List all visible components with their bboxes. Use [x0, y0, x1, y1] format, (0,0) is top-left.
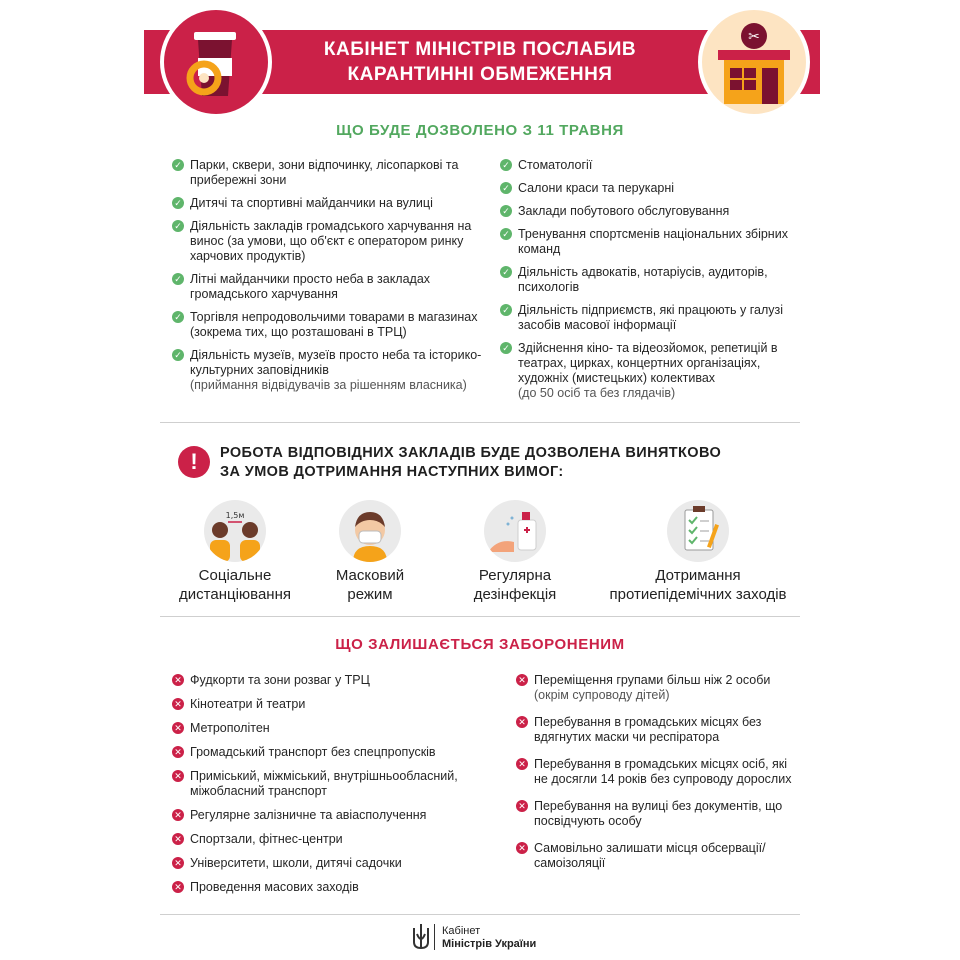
list-item-text: Перебування в громадських місцях без вдягнутих маски чи респіратора: [534, 715, 762, 744]
list-item-text: Тренування спортсменів національних збірних команд: [518, 227, 788, 256]
check-circle-icon: ✓: [500, 228, 512, 240]
measure-mask: [310, 500, 430, 604]
list-item: [516, 757, 796, 787]
allowed-list-right: [500, 158, 796, 401]
check-circle-icon: ✓: [500, 205, 512, 217]
page-title-line2: КАРАНТИННІ ОБМЕЖЕННЯ: [347, 64, 613, 85]
shop-illustration: [698, 6, 810, 118]
check-circle-icon: ✓: [172, 159, 184, 171]
measure-disinfection-line1: Регулярна: [478, 567, 552, 584]
page-title-line1: КАБІНЕТ МІНІСТРІВ ПОСЛАБИВ: [323, 39, 637, 60]
measure-mask-line1: Масковий: [335, 567, 405, 584]
forbidden-list-right: [516, 673, 796, 871]
list-item-text: Університети, школи, дитячі садочки: [190, 856, 402, 870]
list-item: [172, 697, 502, 712]
check-circle-icon: ✓: [500, 182, 512, 194]
list-item: [172, 745, 502, 760]
divider: [160, 616, 800, 617]
measure-epidemic-line2: протиепідемічних заходів: [609, 586, 787, 603]
conditions-heading-line1: РОБОТА ВІДПОВІДНИХ ЗАКЛАДІВ БУДЕ ДОЗВОЛЕНА ВИНЯТКОВО: [220, 445, 722, 461]
list-item-text: Здійснення кіно- та відеозйомок, репетицій в театрах, цирках, концертних організаціях, художніх (мистецьких) колективах: [518, 341, 778, 385]
cross-circle-icon: ✕: [172, 881, 184, 893]
cross-circle-icon: ✕: [172, 698, 184, 710]
list-item-text: Самовільно залишати місця обсервації/самоізоляції: [534, 841, 766, 870]
measure-epidemic: [596, 500, 800, 604]
list-item-text: Салони краси та перукарні: [518, 181, 675, 195]
cross-circle-icon: ✕: [172, 833, 184, 845]
list-item: [500, 303, 796, 333]
measure-disinfection: [455, 500, 575, 604]
list-item: [172, 769, 502, 799]
conditions-heading-line2: ЗА УМОВ ДОТРИМАННЯ НАСТУПНИХ ВИМОГ:: [220, 464, 564, 480]
check-circle-icon: ✓: [500, 159, 512, 171]
cross-circle-icon: ✕: [516, 800, 528, 812]
list-item: [500, 265, 796, 295]
list-item-text: Парки, сквери, зони відпочинку, лісопаркові та прибережні зони: [190, 158, 459, 187]
list-item: [172, 158, 492, 188]
list-item-text: Літні майданчики просто неба в закладах громадського харчування: [190, 272, 431, 301]
list-item-note: (окрім супроводу дітей): [534, 688, 670, 702]
coffee-cup-illustration: [160, 6, 272, 118]
cross-circle-icon: ✕: [172, 722, 184, 734]
check-circle-icon: ✓: [500, 266, 512, 278]
list-item-text: Заклади побутового обслуговування: [518, 204, 730, 218]
allowed-section-title: ЩО БУДЕ ДОЗВОЛЕНО З 11 ТРАВНЯ: [336, 122, 624, 139]
measure-distancing: [160, 500, 310, 604]
list-item: [500, 181, 796, 196]
list-item-text: Діяльність підприємств, які працюють у галузі засобів масової інформації: [518, 303, 784, 332]
list-item: [172, 832, 502, 847]
logo-separator: [434, 924, 435, 950]
logo-text: [442, 925, 536, 951]
list-item: [172, 310, 492, 340]
list-item: [516, 799, 796, 829]
list-item: [172, 196, 492, 211]
measure-distancing-line1: Соціальне: [198, 567, 272, 584]
list-item-text: Торгівля непродовольчими товарами в магазинах (зокрема тих, що розташовані в ТРЦ): [190, 310, 478, 339]
trident-icon: [412, 922, 430, 952]
measure-disinfection-line2: дезінфекція: [473, 586, 557, 603]
check-circle-icon: ✓: [172, 273, 184, 285]
list-item: [500, 341, 796, 401]
list-item: [172, 808, 502, 823]
divider: [160, 422, 800, 423]
list-item: [172, 880, 502, 895]
list-item: [172, 272, 492, 302]
list-item-text: Діяльність музеїв, музеїв просто неба та історико-культурних заповідників: [190, 348, 482, 377]
list-item: [516, 841, 796, 871]
list-item: [172, 856, 502, 871]
list-item-text: Кінотеатри й театри: [190, 697, 306, 711]
cross-circle-icon: ✕: [516, 842, 528, 854]
list-item-note: (до 50 осіб та без глядачів): [518, 386, 676, 400]
checklist-icon: [667, 500, 729, 562]
list-item-text: Регулярне залізничне та авіасполучення: [190, 808, 427, 822]
list-item-text: Проведення масових заходів: [190, 880, 359, 894]
distance-label: 1,5м: [225, 511, 245, 520]
cross-circle-icon: ✕: [516, 716, 528, 728]
logo-line2: Міністрів України: [442, 938, 537, 950]
cross-circle-icon: ✕: [516, 758, 528, 770]
list-item-text: Дитячі та спортивні майданчики на вулиці: [190, 196, 433, 210]
list-item: [516, 715, 796, 745]
page-title: [270, 37, 690, 87]
cross-circle-icon: ✕: [172, 674, 184, 686]
check-circle-icon: ✓: [172, 197, 184, 209]
cross-circle-icon: ✕: [172, 770, 184, 782]
sanitizer-icon: [484, 500, 546, 562]
cross-circle-icon: ✕: [172, 857, 184, 869]
check-circle-icon: ✓: [172, 349, 184, 361]
conditions-heading: [220, 444, 780, 482]
measure-mask-line2: режим: [347, 586, 393, 603]
list-item-note: (приймання відвідувачів за рішенням власника): [190, 378, 467, 392]
list-item-text: Діяльність закладів громадського харчування на винос (за умови, що об'єкт є оператором ринку харчових продуктів): [190, 219, 472, 263]
list-item-text: Приміський, міжміський, внутрішньообласний, міжобласний транспорт: [190, 769, 458, 798]
check-circle-icon: ✓: [172, 220, 184, 232]
list-item-text: Перебування на вулиці без документів, що посвідчують особу: [534, 799, 783, 828]
cross-circle-icon: ✕: [172, 746, 184, 758]
list-item-text: Переміщення групами більш ніж 2 особи: [534, 673, 771, 687]
forbidden-list-left: [172, 673, 502, 895]
social-distance-icon: [204, 500, 266, 562]
list-item: [172, 721, 502, 736]
check-circle-icon: ✓: [500, 304, 512, 316]
list-item: [172, 673, 502, 688]
measure-distancing-line2: дистанціювання: [179, 586, 291, 603]
divider: [160, 914, 800, 915]
exclamation-icon: !: [178, 446, 210, 478]
check-circle-icon: ✓: [500, 342, 512, 354]
list-item-text: Спортзали, фітнес-центри: [190, 832, 343, 846]
list-item: [172, 219, 492, 264]
check-circle-icon: ✓: [172, 311, 184, 323]
cross-circle-icon: ✕: [172, 809, 184, 821]
list-item-text: Перебування в громадських місцях осіб, які не досягли 14 років без супроводу дорослих: [534, 757, 792, 786]
face-mask-icon: [339, 500, 401, 562]
list-item: [516, 673, 796, 703]
measure-epidemic-line1: Дотримання: [655, 567, 741, 584]
list-item-text: Фудкорти та зони розваг у ТРЦ: [190, 673, 370, 687]
list-item-text: Стоматології: [518, 158, 593, 172]
coffee-cup-icon: [164, 10, 268, 114]
list-item: [500, 158, 796, 173]
list-item: [172, 348, 492, 393]
cross-circle-icon: ✕: [516, 674, 528, 686]
svg-text:✂: ✂: [748, 29, 760, 45]
list-item-text: Громадський транспорт без спецпропусків: [190, 745, 436, 759]
list-item-text: Метрополітен: [190, 721, 270, 735]
list-item: [500, 204, 796, 219]
forbidden-section-title: ЩО ЗАЛИШАЄТЬСЯ ЗАБОРОНЕНИМ: [335, 636, 625, 653]
list-item-text: Діяльність адвокатів, нотаріусів, аудиторів, психологів: [518, 265, 768, 294]
list-item: [500, 227, 796, 257]
shop-icon: [702, 10, 806, 114]
allowed-list-left: [172, 158, 492, 393]
logo-line1: Кабінет: [442, 925, 481, 937]
